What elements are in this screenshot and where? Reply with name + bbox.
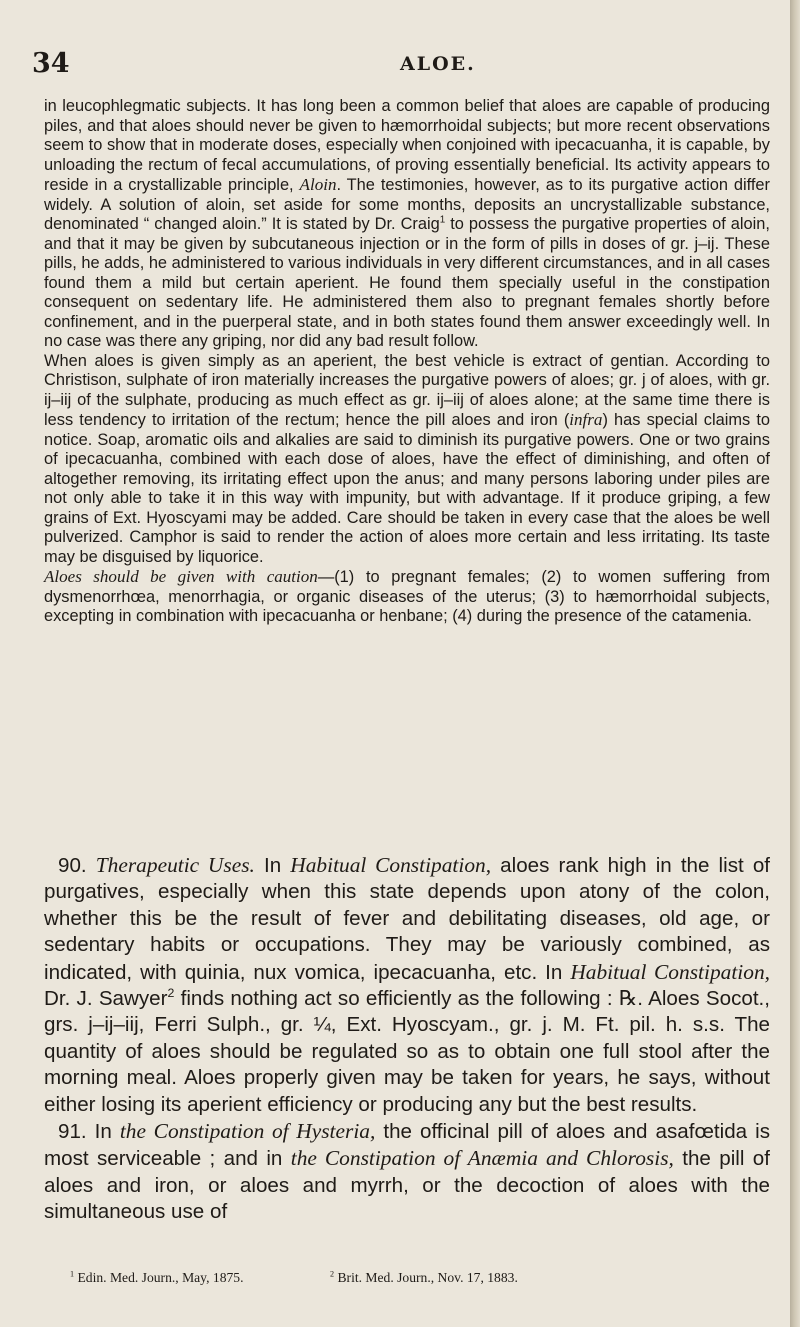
- aloin-term: Aloin: [299, 175, 337, 194]
- infra-term: infra: [569, 410, 603, 429]
- page-header: [32, 48, 772, 84]
- large-print-section: [44, 852, 770, 1226]
- footnotes: [70, 1270, 770, 1286]
- section-91: 91. In the Constipation of Hysteria, the officinal pill of aloes and asafœtida is most serviceable ; and in the Constipation of Anæmia and Chlorosis, the pill of aloes and iron, or aloes and myrrh, or the decoction of aloes with the simultaneous use of: [44, 1119, 770, 1224]
- hysteria-term: the Constipation of Hysteria,: [119, 1119, 376, 1144]
- therapeutic-uses-heading: Therapeutic Uses.: [95, 853, 255, 877]
- footnote-ref-1: 1: [439, 214, 446, 226]
- habitual-constipation-term: Habitual Constipation,: [290, 853, 492, 877]
- small-print-section: [44, 97, 770, 627]
- footnote-2: $^2$ Brit. Med. Journ., Nov. 17, 1883.: [330, 1269, 518, 1285]
- section-90: 90. Therapeutic Uses. In Habitual Constipation, aloes rank high in the list of purgatives, especially when this state depends upon atony of the colon, whether this be the result of fever and debilitating diseases, old age, or sedentary habits or occupations. They may be variously combined, as indicated, with quinia, nux vomica, ipecacuanha, etc. In Habitual Constipation, Dr. J. Sawyer$^2$ finds nothing act so efficiently as the following : ℞. Aloes Socot., grs. j–ij–iij, Ferri Sulph., gr. ¼, Ext. Hyoscyam., gr. j. M. Ft. pil. h. s.s. The quantity of aloes should be regulated so as to obtain one full stool after the morning meal. Aloes properly given may be taken for years, he says, without either losing its aperient efficiency or producing any but the best results.: [44, 853, 770, 1116]
- caution-heading: Aloes should be given with caution: [44, 567, 318, 586]
- paragraph-caution: Aloes should be given with caution—(1) to pregnant females; (2) to women suffering from dysmenorrhœa, menorrhagia, or organic diseases of the uterus; (3) to hæmorrhoidal subjects, excepting in combination with ipecacuanha or henbane; (4) during the presence of the catamenia.: [44, 567, 770, 625]
- paragraph-aperient: When aloes is given simply as an aperient, the best vehicle is extract of gentian. According to Christison, sulphate of iron materially increases the purgative powers of aloes; gr. j of aloes, with gr. ij–iij of the sulphate, producing as much effect as gr. ij–iij of aloes alone; at the same time there is less tendency to irritation of the rectum; hence the pill aloes and iron (infra) has special claims to notice. Soap, aromatic oils and alkalies are said to diminish its purgative powers. One or two grains of ipecacuanha, combined with each dose of aloes, have the effect of diminishing, and often of altogether removing, its irritating effect upon the anus; and many persons laboring under piles are not only able to take it in this way with impunity, but with advantage. If it produce griping, a few grains of Ext. Hyoscyami may be added. Care should be taken in every case that the aloes be well pulverized. Camphor is said to render the action of aloes more certain and less irritating. Its taste may be disguised by liquorice.: [44, 351, 770, 566]
- running-title: ALOE.: [400, 53, 476, 75]
- paragraph-leucophlegmatic: in leucophlegmatic subjects. It has long been a common belief that aloes are capable of producing piles, and that aloes should never be given to hæmorrhoidal subjects; but more recent observations seem to show that in moderate doses, especially when conjoined with ipecacuanha, it is capable, by unloading the rectum of fecal accumulations, of proving essentially beneficial. Its activity appears to reside in a crystallizable principle, Aloin. The testimonies, however, as to its purgative action differ widely. A solution of aloin, set aside for some months, deposits an uncrystallizable substance, denominated “ changed aloin.” It is stated by Dr. Craig$^1$ to possess the purgative properties of aloin, and that it may be given by subcutaneous injection or in the form of pills in doses of gr. j–ij. These pills, he adds, he administered to various individuals in very different circumstances, and in all cases found them a mild but certain aperient. He found them specially useful in the constipation consequent on sedentary life. He administered them also to pregnant females shortly before confinement, and in the puerperal state, and in both states found them answer exceedingly well. In no case was there any griping, nor did any bad result follow.: [44, 97, 771, 350]
- habitual-constipation-term-2: Habitual Constipation,: [570, 959, 770, 984]
- page-edge: [790, 0, 800, 1327]
- footnote-1: $^1$ Edin. Med. Journ., May, 1875.: [70, 1269, 244, 1285]
- anaemia-term: the Constipation of Anæmia and Chlorosis,: [290, 1146, 674, 1171]
- footnote-ref-2: 2: [167, 986, 175, 1001]
- page-number: 34: [32, 48, 70, 79]
